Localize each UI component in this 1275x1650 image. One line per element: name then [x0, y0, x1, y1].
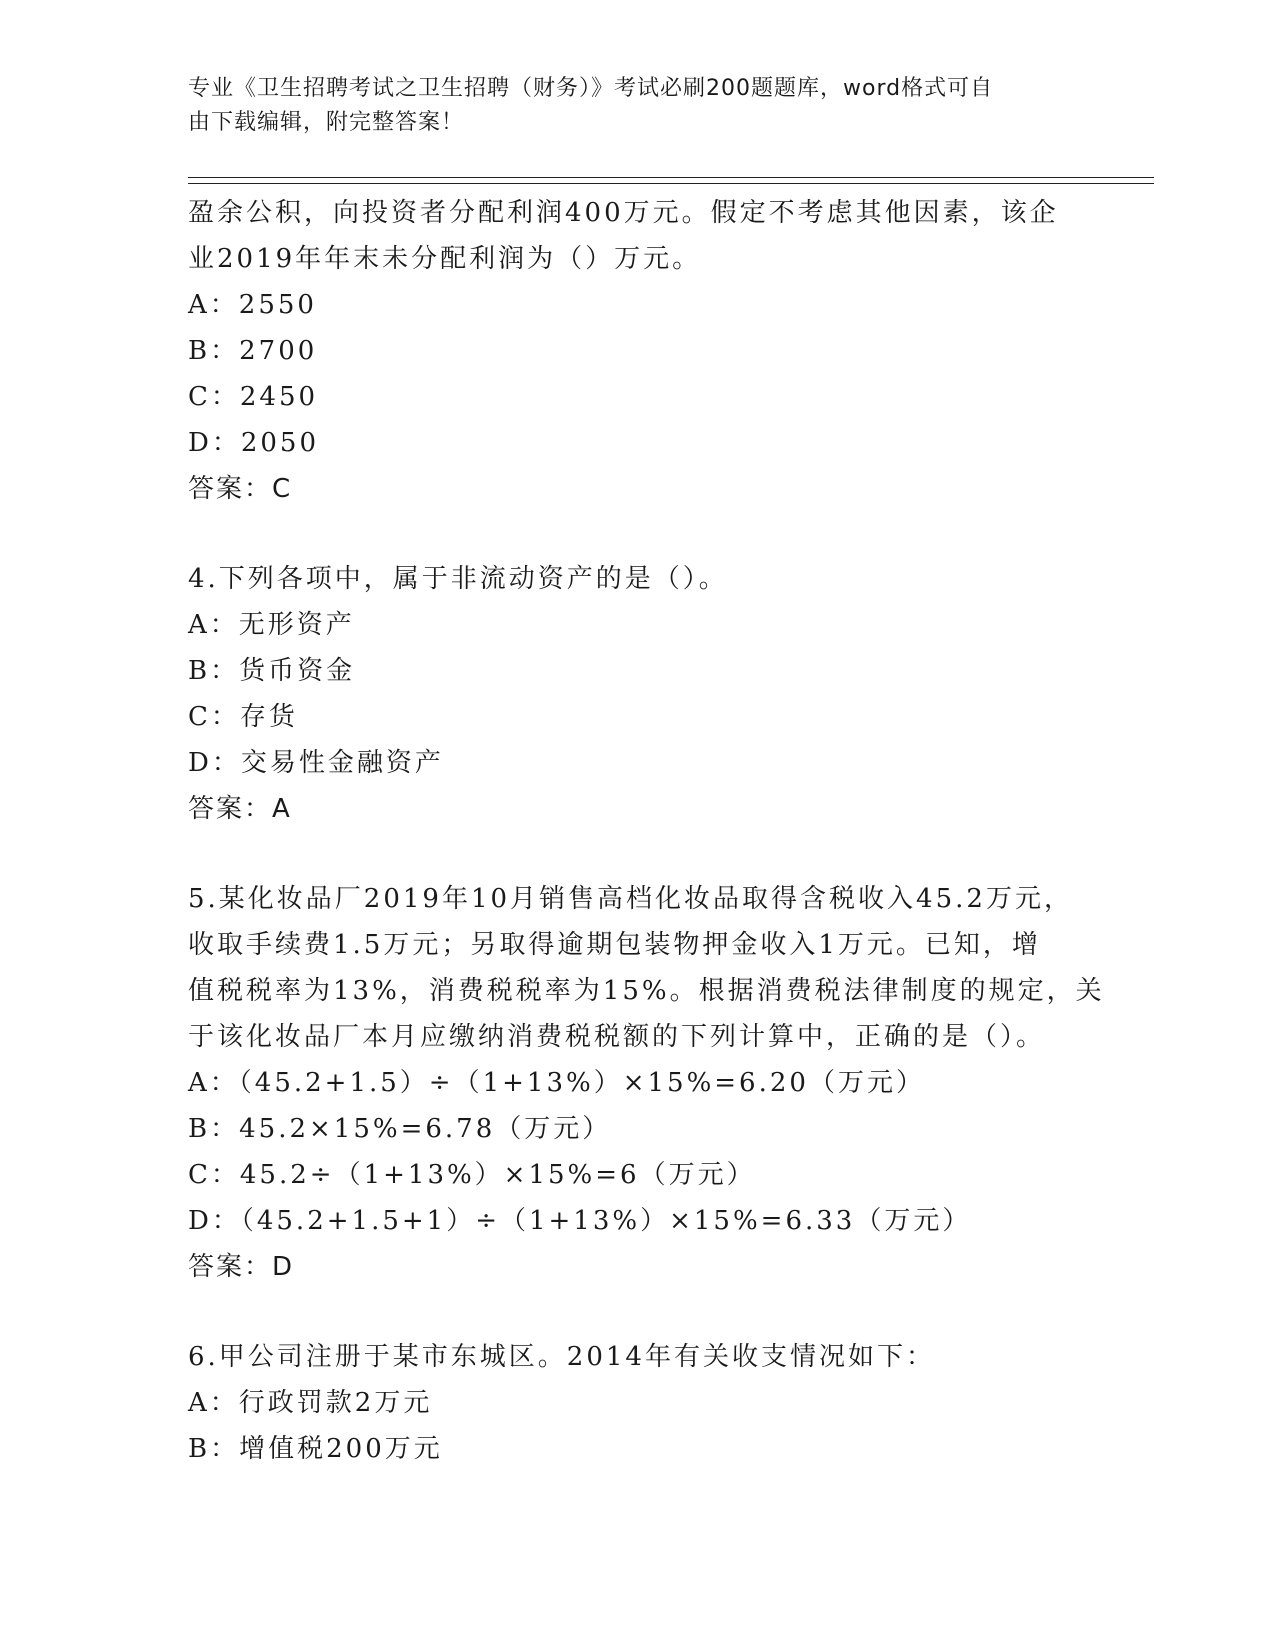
spacer — [188, 1290, 1088, 1334]
option-c: C：2450 — [188, 382, 319, 412]
option-c: C：45.2÷（1+13%）×15%=6（万元） — [188, 1160, 756, 1190]
question-text: 4.下列各项中，属于非流动资产的是（）。 — [188, 564, 728, 594]
question-6 — [188, 1334, 1088, 1472]
option-d: D：2050 — [188, 428, 320, 458]
document-body — [188, 190, 1105, 1472]
document-header — [188, 72, 1088, 140]
header-line-1: 专业《卫生招聘考试之卫生招聘（财务）》考试必刷200题题库，word格式可自 — [188, 76, 994, 101]
question-text: 于该化妆品厂本月应缴纳消费税税额的下列计算中，正确的是（）。 — [188, 1022, 1046, 1052]
option-a: A：无形资产 — [188, 610, 355, 640]
answer-label: 答案：D — [188, 1252, 295, 1282]
answer-label: 答案：A — [188, 794, 292, 824]
option-c: C：存货 — [188, 702, 298, 732]
option-d: D：（45.2+1.5+1）÷（1+13%）×15%=6.33（万元） — [188, 1206, 972, 1236]
question-4 — [188, 556, 1088, 832]
option-b: B：2700 — [188, 336, 318, 366]
question-text: 值税税率为13%，消费税税率为15%。根据消费税法律制度的规定，关 — [188, 976, 1105, 1006]
question-text: 业2019年年末未分配利润为（）万元。 — [188, 244, 702, 274]
spacer — [188, 832, 1088, 876]
option-a: A：2550 — [188, 290, 317, 320]
option-a: A：行政罚款2万元 — [188, 1388, 433, 1418]
question-3 — [188, 190, 1088, 512]
option-a: A：（45.2+1.5）÷（1+13%）×15%=6.20（万元） — [188, 1068, 925, 1098]
header-rule-top — [188, 177, 1154, 178]
option-d: D：交易性金融资产 — [188, 748, 444, 778]
answer-label: 答案：C — [188, 474, 293, 504]
header-rule-bottom — [188, 183, 1154, 184]
question-5 — [188, 876, 1105, 1290]
option-b: B：货币资金 — [188, 656, 356, 686]
spacer — [188, 512, 1088, 556]
option-b: B：增值税200万元 — [188, 1434, 443, 1464]
question-text: 盈余公积，向投资者分配利润400万元。假定不考虑其他因素，该企 — [188, 198, 1059, 228]
question-text: 收取手续费1.5万元；另取得逾期包装物押金收入1万元。已知，增 — [188, 930, 1041, 960]
question-text: 5.某化妆品厂2019年10月销售高档化妆品取得含税收入45.2万元， — [188, 884, 1073, 914]
question-text: 6.甲公司注册于某市东城区。2014年有关收支情况如下： — [188, 1342, 935, 1372]
header-line-2: 由下载编辑，附完整答案！ — [188, 110, 465, 135]
option-b: B：45.2×15%=6.78（万元） — [188, 1114, 612, 1144]
